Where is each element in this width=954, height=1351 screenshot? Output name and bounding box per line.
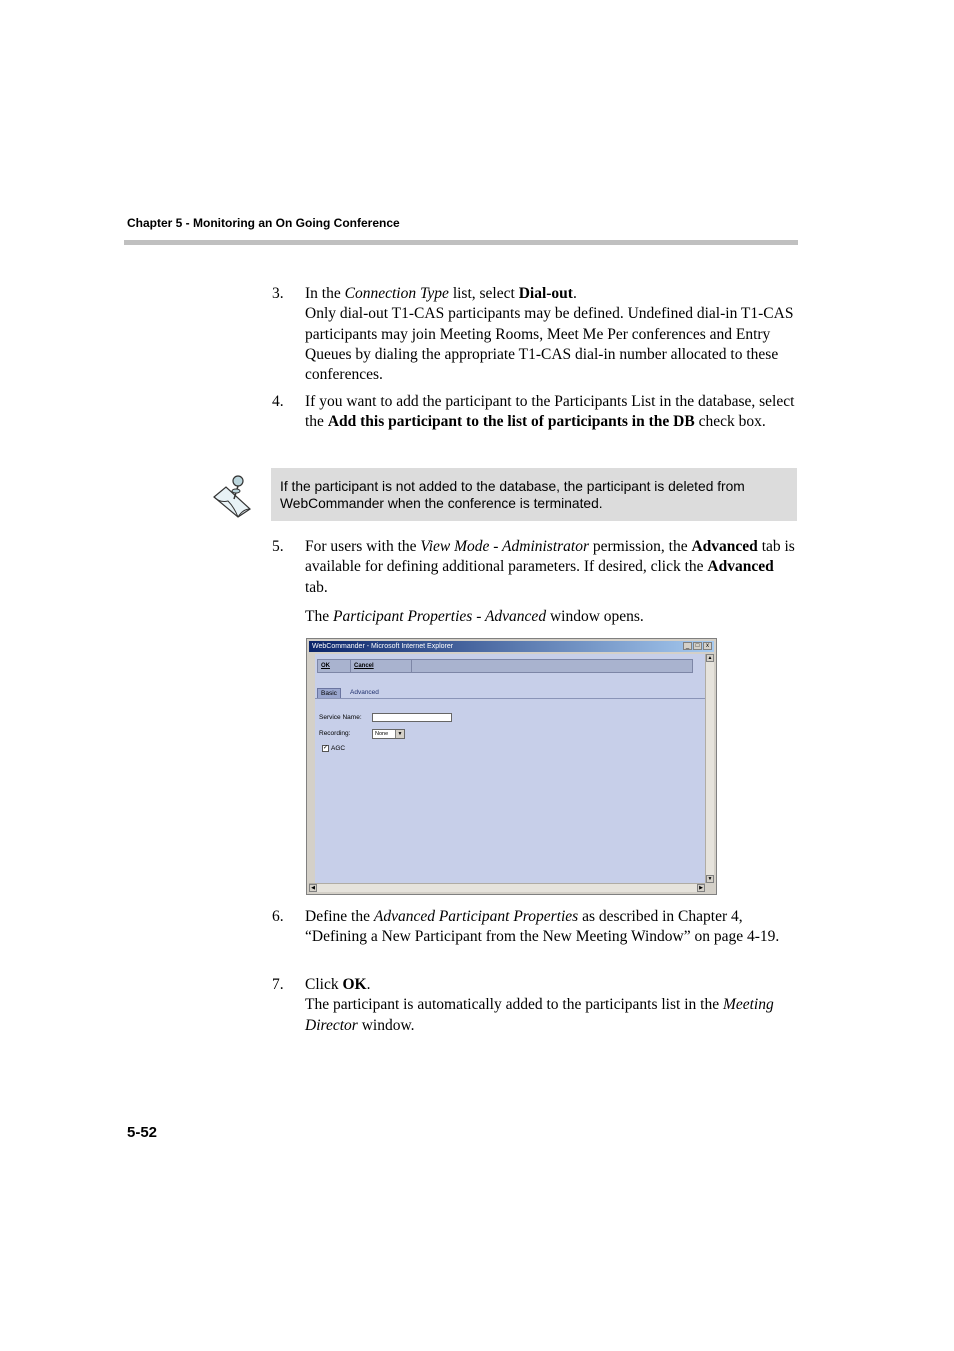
step-number: 6.	[272, 908, 284, 925]
page-number: 5-52	[127, 1124, 158, 1141]
scroll-left-icon[interactable]: ◀	[309, 884, 317, 892]
tab-basic[interactable]: Basic	[317, 688, 341, 699]
text: list, select	[448, 285, 519, 302]
scroll-right-icon[interactable]: ▶	[697, 884, 705, 892]
note-box: If the participant is not added to the database, the participant is deleted from WebCommander when the conference is terminated.	[271, 468, 797, 521]
step-instruction	[305, 392, 797, 433]
title-bar	[309, 641, 714, 652]
text: In the	[305, 285, 345, 302]
step-instruction	[305, 907, 797, 948]
text: For users with the	[305, 538, 421, 555]
step-explanation: Only dial-out T1-CAS participants may be defined. Undefined dial-in T1-CAS participants may join Meeting Rooms, Meet Me Per conferences and Entry Queues by dialing the appropriate T1-CAS dial-in number allocated to these conferences.	[305, 305, 794, 384]
text: .	[366, 976, 371, 993]
step-body	[305, 284, 797, 385]
ui-option: Dial-out	[518, 285, 573, 302]
header-rule	[124, 240, 798, 245]
recording-select[interactable]	[372, 729, 405, 739]
text: window.	[357, 1016, 415, 1034]
ui-option: Advanced	[691, 538, 758, 555]
ui-option: OK	[342, 976, 367, 993]
ui-term: View Mode - Administrator	[420, 538, 590, 555]
window-title: WebCommander - Microsoft Internet Explorer	[312, 643, 454, 650]
scroll-up-icon[interactable]: ▲	[707, 655, 713, 661]
horizontal-scrollbar[interactable]	[309, 883, 705, 892]
service-name-label: Service Name:	[319, 714, 362, 721]
text: The participant is automatically added to the participants list in the	[305, 996, 723, 1014]
step-instruction	[305, 284, 797, 304]
vertical-scrollbar[interactable]	[705, 654, 714, 883]
close-icon[interactable]: x	[703, 642, 712, 650]
text: tab.	[305, 578, 328, 596]
scroll-down-icon[interactable]: ▼	[707, 876, 713, 882]
chapter-header: Chapter 5 - Monitoring an On Going Conference	[127, 216, 400, 230]
text: window opens.	[546, 607, 644, 625]
text: .	[572, 285, 577, 302]
window-content	[315, 654, 705, 883]
recording-value: None	[375, 731, 389, 737]
step-number: 7.	[272, 976, 284, 993]
text: as described in Chapter 4, “Defining a New Participant from the New Meeting Window” on page 4-19.	[305, 908, 780, 946]
toolbar	[317, 659, 693, 673]
step-result	[305, 607, 797, 627]
text: check box.	[694, 413, 766, 431]
maximize-icon[interactable]: □	[693, 642, 702, 650]
step-body	[305, 907, 797, 948]
text: The	[305, 607, 333, 625]
text: tab is available for defining additional parameters. If desired, click the	[305, 538, 795, 576]
step-number: 5.	[272, 538, 284, 555]
text: permission, the	[589, 538, 692, 555]
text: Define the	[305, 908, 374, 925]
window-controls	[683, 642, 712, 650]
step-body	[305, 537, 797, 627]
ui-option: Add this participant to the list of participants in the DB	[327, 413, 695, 431]
ui-term: Connection Type	[344, 285, 449, 302]
window-name: Meeting Director	[305, 996, 774, 1034]
ok-button[interactable]: OK	[318, 660, 351, 672]
step-instruction	[305, 537, 797, 598]
text: Click	[305, 976, 343, 993]
chevron-down-icon[interactable]: ▼	[395, 730, 404, 738]
text: If you want to add the participant to the Participants List in the database, select the	[305, 393, 795, 431]
tab-advanced[interactable]: Advanced	[350, 689, 379, 696]
minimize-icon[interactable]: _	[683, 642, 692, 650]
agc-checkbox[interactable]: ✓	[323, 745, 329, 751]
note-pin-icon	[210, 473, 254, 519]
window-name: Participant Properties - Advanced	[332, 607, 547, 625]
step-body	[305, 975, 797, 1036]
ui-option: Advanced	[707, 558, 774, 576]
cancel-button[interactable]: Cancel	[351, 660, 412, 672]
tab-divider	[315, 698, 705, 699]
step-number: 3.	[272, 285, 284, 302]
ui-term: Advanced Participant Properties	[373, 908, 579, 925]
step-number: 4.	[272, 393, 284, 410]
step-explanation	[305, 995, 797, 1036]
window-screenshot	[306, 638, 717, 895]
step-instruction	[305, 975, 797, 995]
step-body	[305, 392, 797, 433]
agc-label: AGC	[331, 745, 346, 752]
recording-label: Recording:	[319, 730, 351, 737]
service-name-input[interactable]	[372, 713, 452, 722]
